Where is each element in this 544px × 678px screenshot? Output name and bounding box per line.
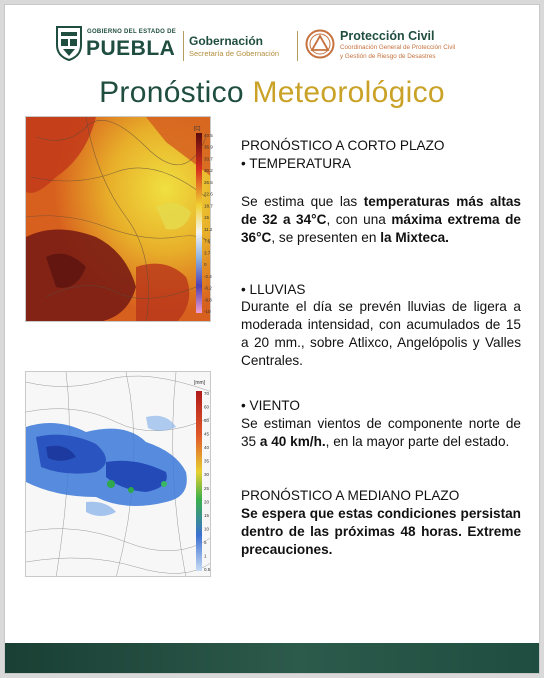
temperature-text-2: , con una <box>326 212 392 227</box>
scale-tick-label: 0 <box>204 262 207 268</box>
temperature-text-1: Se estima que las <box>241 194 364 209</box>
scale-tick-label: 45 <box>204 431 210 437</box>
civil-protection-title: Protección Civil <box>340 29 435 43</box>
short-term-heading: PRONÓSTICO A CORTO PLAZO <box>241 138 445 153</box>
wind-heading: • VIENTO <box>241 398 300 413</box>
puebla-small-text: GOBIERNO DEL ESTADO DE <box>87 29 177 35</box>
rain-paragraph: Durante el día se prevén lluvias de ligera a moderada intensidad, con acumulados de 15 a 20 mm., sobre Atlixco, Angelópolis y Valles Centrales. <box>241 299 521 368</box>
temperature-color-scale <box>194 123 216 323</box>
scale-unit: [C] <box>194 126 201 132</box>
state-crest-icon <box>55 25 83 61</box>
temperature-text-3: , se presenten en <box>271 230 381 245</box>
civil-protection-logo <box>340 29 455 61</box>
scale-tick-label: 40.5 <box>204 133 213 138</box>
scale-tick-label: 30 <box>204 472 210 478</box>
scale-tick-label: -2.4 <box>204 273 212 279</box>
scale-tick-label: 35 <box>204 458 210 464</box>
scale-tick-label: 26.5 <box>204 179 213 185</box>
scale-tick-label: 33.7 <box>204 156 213 162</box>
scale-tick-label: 25 <box>204 485 210 491</box>
scale-tick-label: 15 <box>204 215 210 221</box>
wind-paragraph <box>241 415 521 451</box>
wind-text-1: Se estiman vientos de componente norte de 35 <box>241 416 521 449</box>
civil-protection-subtitle-1: Coordinación General de Protección Civil <box>340 44 456 51</box>
temperature-map <box>25 116 211 322</box>
scale-tick-label: 3.7 <box>204 250 211 256</box>
civil-protection-subtitle-2: y Gestión de Riesgo de Desastres <box>340 53 436 60</box>
footer-band <box>5 643 539 673</box>
medium-term-text: Se espera que estas condiciones persistan dentro de las próximas 48 horas. Extreme precauciones. <box>241 506 521 557</box>
scale-tick-label: -10 <box>204 309 211 314</box>
header <box>5 19 539 75</box>
scale-tick-label: -9.8 <box>204 297 212 303</box>
header-divider <box>183 31 184 61</box>
bulletin-page <box>4 4 540 674</box>
scale-tick-label: -6.2 <box>204 285 212 291</box>
scale-tick-label: 5 <box>204 539 207 545</box>
scale-tick-label: 60 <box>204 404 210 410</box>
temperature-bold-1: temperaturas más altas de 32 a 34°C <box>241 194 521 227</box>
title-part-2: Meteorológico <box>252 76 445 109</box>
header-divider <box>297 31 298 61</box>
temperature-bold-2: máxima extrema de 36°C <box>241 212 521 245</box>
civil-protection-icon <box>305 29 335 59</box>
title-part-1: Pronóstico <box>99 76 244 109</box>
scale-tick-label: 50 <box>204 418 210 424</box>
page-title <box>5 76 539 110</box>
rainfall-color-scale <box>194 377 216 577</box>
gobernacion-subtitle: Secretaría de Gobernación <box>189 49 280 58</box>
rainfall-map <box>25 371 211 577</box>
temperature-paragraph <box>241 193 521 247</box>
wind-text-2: , en la mayor parte del estado. <box>325 434 510 449</box>
medium-term-heading: PRONÓSTICO A MEDIANO PLAZO <box>241 488 460 503</box>
gobernacion-logo <box>189 34 279 58</box>
wind-bold: a 40 km/h. <box>259 434 326 449</box>
scale-tick-label: 18.7 <box>204 203 213 209</box>
temperature-heading: • TEMPERATURA <box>241 156 351 171</box>
scale-tick-label: 0.5 <box>204 567 211 572</box>
scale-tick-label: 7.5 <box>204 238 211 244</box>
rain-heading: • LLUVIAS <box>241 282 306 297</box>
scale-tick-label: 10 <box>204 526 210 532</box>
scale-tick-label: 30.2 <box>204 168 213 174</box>
gobernacion-title: Gobernación <box>189 34 264 48</box>
puebla-title: PUEBLA <box>86 37 176 60</box>
scale-tick-label: 15 <box>204 512 210 518</box>
scale-tick-label: 70 <box>204 391 210 396</box>
temperature-bold-3: la Mixteca. <box>380 230 449 245</box>
scale-tick-label: 20 <box>204 499 210 505</box>
puebla-logo <box>55 25 180 65</box>
scale-tick-label: 1 <box>204 553 207 559</box>
medium-term-paragraph <box>241 505 521 559</box>
scale-unit: [mm] <box>194 380 206 386</box>
scale-tick-label: 36.9 <box>204 144 213 150</box>
scale-tick-label: 40 <box>204 445 210 451</box>
scale-tick-label: 22.6 <box>204 191 213 197</box>
scale-tick-label: 11.2 <box>204 226 213 232</box>
